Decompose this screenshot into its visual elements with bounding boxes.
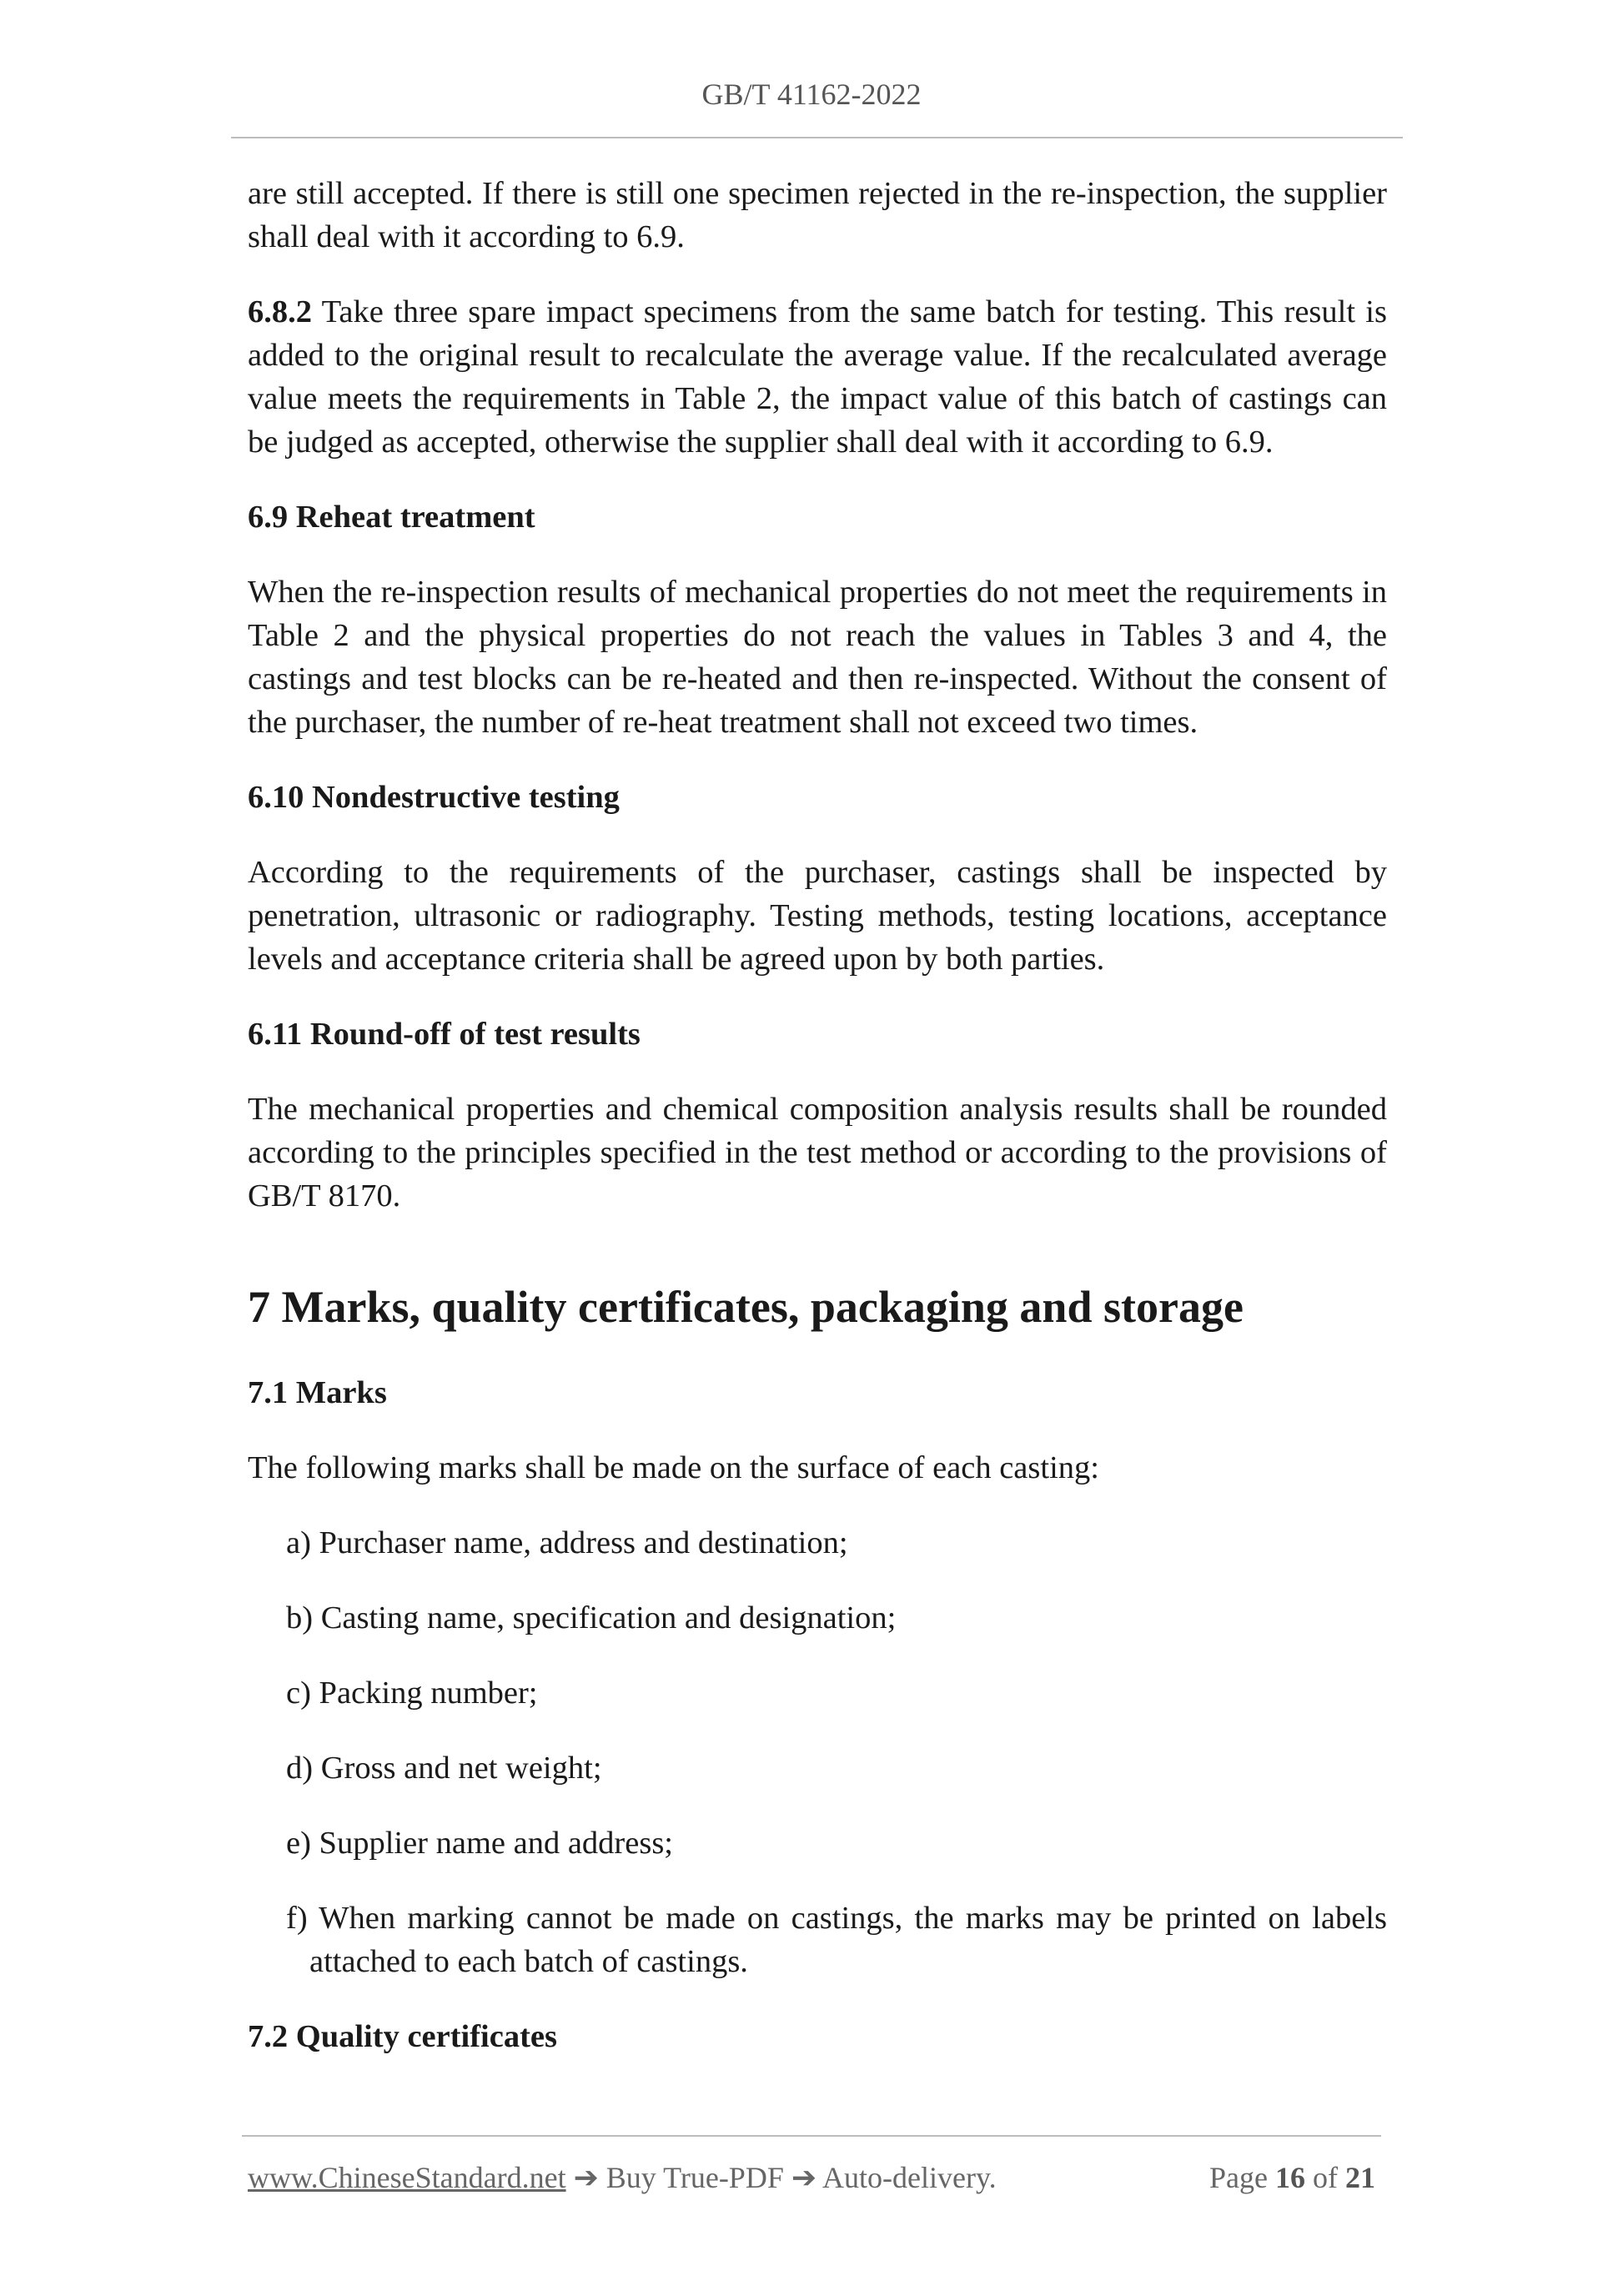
clause-text: Take three spare impact specimens from the same batch for testing. This result is added to the original result to recalculate the average value. If the recalculated average value meets the requirements in Table 2, the impact value of this batch of castings can be judged as accepted, otherwise the supplier shall deal with it according to 6.9. (248, 294, 1387, 460)
list-item: b) Casting name, specification and designation; (286, 1600, 897, 1635)
section-heading-6-10: 6.10 Nondestructive testing (248, 780, 620, 815)
document-header: GB/T 41162-2022 (701, 78, 922, 111)
page-number: 16 (1275, 2161, 1305, 2194)
footer-divider (242, 2135, 1381, 2137)
list-item: f) When marking cannot be made on castings, the marks may be printed on labels attached to each batch of castings. (286, 1901, 1387, 1979)
section-6-8-2 (248, 290, 1387, 464)
arrow-icon: ➔ (573, 2161, 599, 2194)
page-label: Page (1209, 2161, 1268, 2194)
list-item: d) Gross and net weight; (286, 1751, 602, 1786)
section-heading-7-1: 7.1 Marks (248, 1375, 387, 1410)
paragraph-continuation: are still accepted. If there is still one specimen rejected in the re-inspection, the supplier shall deal with it according to 6.9. (248, 176, 1387, 254)
delivery-text: Auto-delivery. (822, 2161, 997, 2194)
buy-text: Buy True-PDF (605, 2161, 784, 2194)
list-item: c) Packing number; (286, 1676, 538, 1711)
page-footer (248, 2160, 1375, 2195)
section-7-1-intro: The following marks shall be made on the surface of each casting: (248, 1450, 1099, 1485)
list-item: a) Purchaser name, address and destination; (286, 1525, 848, 1560)
section-6-9-text: When the re-inspection results of mechanical properties do not meet the requirements in Table 2 and the physical properties do not reach the values in Tables 3 and 4, the castings and test blocks can be re-heated and then re-inspected. Without the consent of the purchaser, the number of re-heat treatment shall not exceed two times. (248, 575, 1387, 740)
section-heading-7-2: 7.2 Quality certificates (248, 2019, 557, 2054)
list-item: e) Supplier name and address; (286, 1826, 673, 1861)
section-6-11-text: The mechanical properties and chemical composition analysis results shall be rounded according to the principles specified in the test method or according to the provisions of GB/T 8170. (248, 1092, 1387, 1213)
of-label: of (1313, 2161, 1338, 2194)
section-heading-6-9: 6.9 Reheat treatment (248, 500, 535, 535)
page-indicator (1209, 2160, 1375, 2195)
clause-number: 6.8.2 (248, 294, 312, 329)
section-6-10-text: According to the requirements of the purchaser, castings shall be inspected by penetration, ultrasonic or radiography. Testing methods, testing locations, acceptance levels and acceptance criteria shall be agreed upon by both parties. (248, 855, 1387, 977)
website-link[interactable]: www.ChineseStandard.net (248, 2161, 566, 2194)
arrow-icon: ➔ (791, 2161, 817, 2194)
page-content (248, 172, 1387, 2090)
chapter-heading-7: 7 Marks, quality certificates, packaging and storage (248, 1282, 1244, 1332)
section-heading-6-11: 6.11 Round-off of test results (248, 1017, 641, 1052)
header-divider (231, 137, 1403, 138)
page-total: 21 (1345, 2161, 1375, 2194)
footer-left (248, 2160, 997, 2195)
